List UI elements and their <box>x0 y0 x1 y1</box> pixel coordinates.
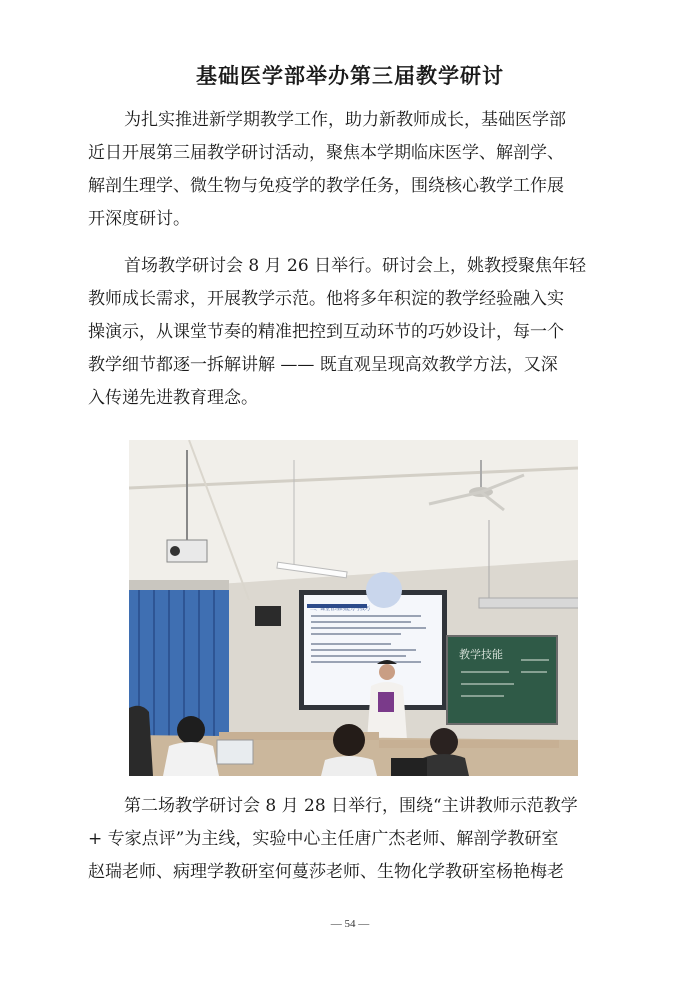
text-line: 赵瑞老师、病理学教研室何蔓莎老师、生物化学教研室杨艳梅老 <box>88 862 564 882</box>
text-line: 操演示，从课堂节奏的精准把控到互动环节的巧妙设计，每一个 <box>88 322 564 342</box>
text-line: 近日开展第三届教学研讨活动，聚焦本学期临床医学、解剖学、 <box>88 143 564 163</box>
text-line: 教师成长需求，开展教学示范。他将多年积淀的教学经验融入实 <box>88 289 564 309</box>
text-line: 为扎实推进新学期教学工作，助力新教师成长，基础医学部 <box>124 110 566 130</box>
page-number: — 54 — <box>330 918 370 930</box>
paragraph-first-seminar <box>88 250 616 415</box>
text-line: 开深度研讨。 <box>88 209 190 229</box>
text-line: 首场教学研讨会 8 月 26 日举行。研讨会上，姚教授聚焦年轻 <box>124 256 587 276</box>
board-heading: 教学技能 <box>459 648 503 661</box>
article-title: 基础医学部举办第三届教学研讨 <box>196 63 504 88</box>
text-line: + 专家点评”为主线，实验中心主任唐广杰老师、解剖学教研室 <box>88 829 559 849</box>
text-line: 教学细节都逐一拆解讲解 —— 既直观呈现高效教学方法，又深 <box>88 355 558 375</box>
slide-heading: 二、课堂管理的能力与技巧 <box>310 606 371 612</box>
text-line: 入传递先进教育理念。 <box>88 388 258 408</box>
text-line: 第二场教学研讨会 8 月 28 日举行，围绕“主讲教师示范教学 <box>124 796 578 816</box>
paragraph-intro <box>88 104 616 236</box>
seminar-photo <box>129 440 578 776</box>
text-line: 解剖生理学、微生物与免疫学的教学任务，围绕核心教学工作展 <box>88 176 564 196</box>
paragraph-second-seminar <box>88 790 616 889</box>
